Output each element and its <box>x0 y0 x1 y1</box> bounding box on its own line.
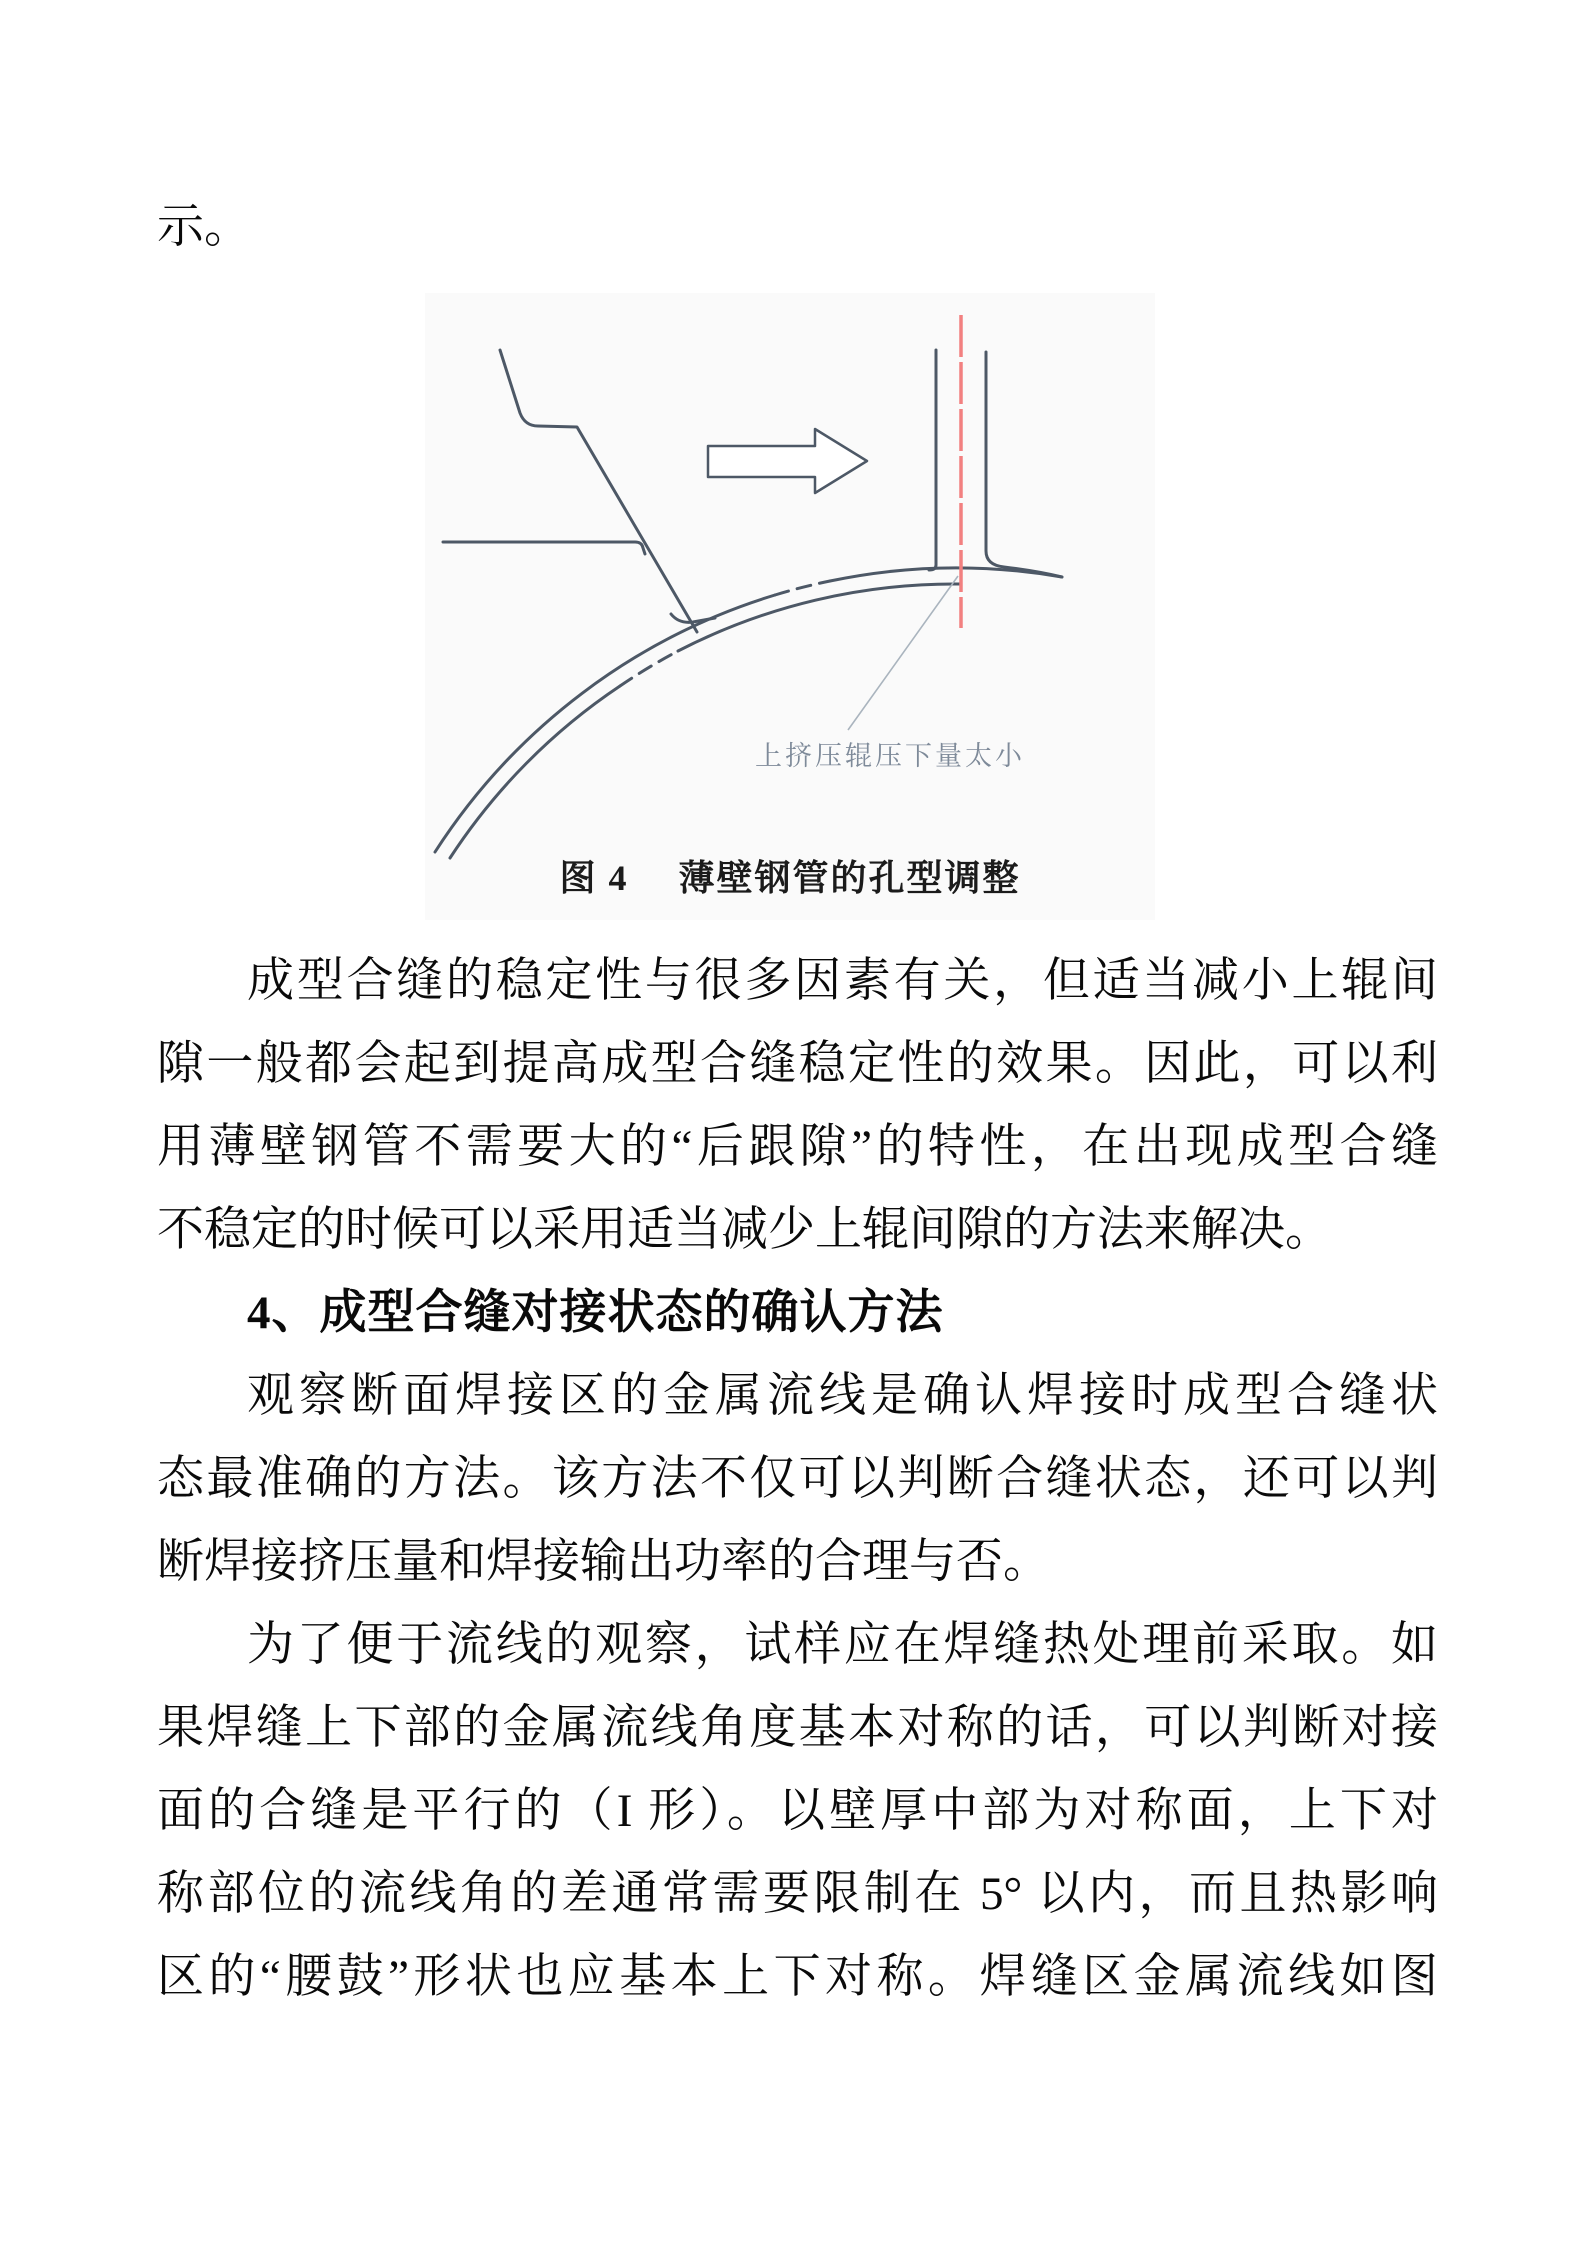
intro-line: 示。 <box>157 201 251 253</box>
figure-annotation: 上挤压辊压下量太小 <box>755 741 1025 771</box>
forming-roll-profile-line <box>500 350 697 632</box>
pipe-forming-diagram-svg <box>425 293 1155 920</box>
text-line: 果焊缝上下部的金属流线角度基本对称的话，可以判断对接 <box>157 1702 1438 1754</box>
pipe-outer-arc <box>435 595 775 852</box>
text-line: 称部位的流线角的差通常需要限制在 5° 以内，而且热影响 <box>157 1868 1438 1920</box>
text-line: 为了便于流线的观察，试样应在焊缝热处理前采取。如 <box>247 1619 1438 1671</box>
text-line: 区的“腰鼓”形状也应基本上下对称。焊缝区金属流线如图 <box>157 1951 1438 2003</box>
body-text <box>157 940 1438 2019</box>
text-line: 成型合缝的稳定性与很多因素有关，但适当减小上辊间 <box>247 955 1438 1007</box>
squeeze-roll-left-line <box>929 350 936 570</box>
figure-caption-number: 图 4 <box>559 858 629 898</box>
direction-arrow-icon <box>708 429 867 493</box>
section-heading: 4、成型合缝对接状态的确认方法 <box>247 1287 944 1339</box>
leader-line <box>848 576 958 730</box>
text-line: 不稳定的时候可以采用适当减少上辊间隙的方法来解决。 <box>157 1204 1332 1256</box>
figure-caption-title: 薄壁钢管的孔型调整 <box>678 858 1021 898</box>
figure-image <box>425 293 1155 920</box>
pipe-inner-arc-dashed <box>620 651 678 686</box>
text-line: 断焊接挤压量和焊接输出功率的合理与否。 <box>157 1536 1050 1588</box>
pipe-inner-arc-right <box>678 584 961 651</box>
text-line: 态最准确的方法。该方法不仅可以判断合缝状态，还可以判 <box>157 1453 1438 1505</box>
text-line: 隙一般都会起到提高成型合缝稳定性的效果。因此，可以利 <box>157 1038 1438 1090</box>
squeeze-roll-right-line <box>986 352 1062 577</box>
text-line: 观察断面焊接区的金属流线是确认焊接时成型合缝状 <box>247 1370 1438 1422</box>
text-line: 面的合缝是平行的（I 形）。以壁厚中部为对称面，上下对 <box>157 1785 1438 1837</box>
text-line: 用薄壁钢管不需要大的“后跟隙”的特性，在出现成型合缝 <box>157 1121 1438 1173</box>
figure-caption <box>425 855 1155 901</box>
pipe-outer-arc-dashed <box>775 581 830 595</box>
strip-edge-line <box>443 542 645 554</box>
pipe-inner-arc <box>450 686 620 858</box>
